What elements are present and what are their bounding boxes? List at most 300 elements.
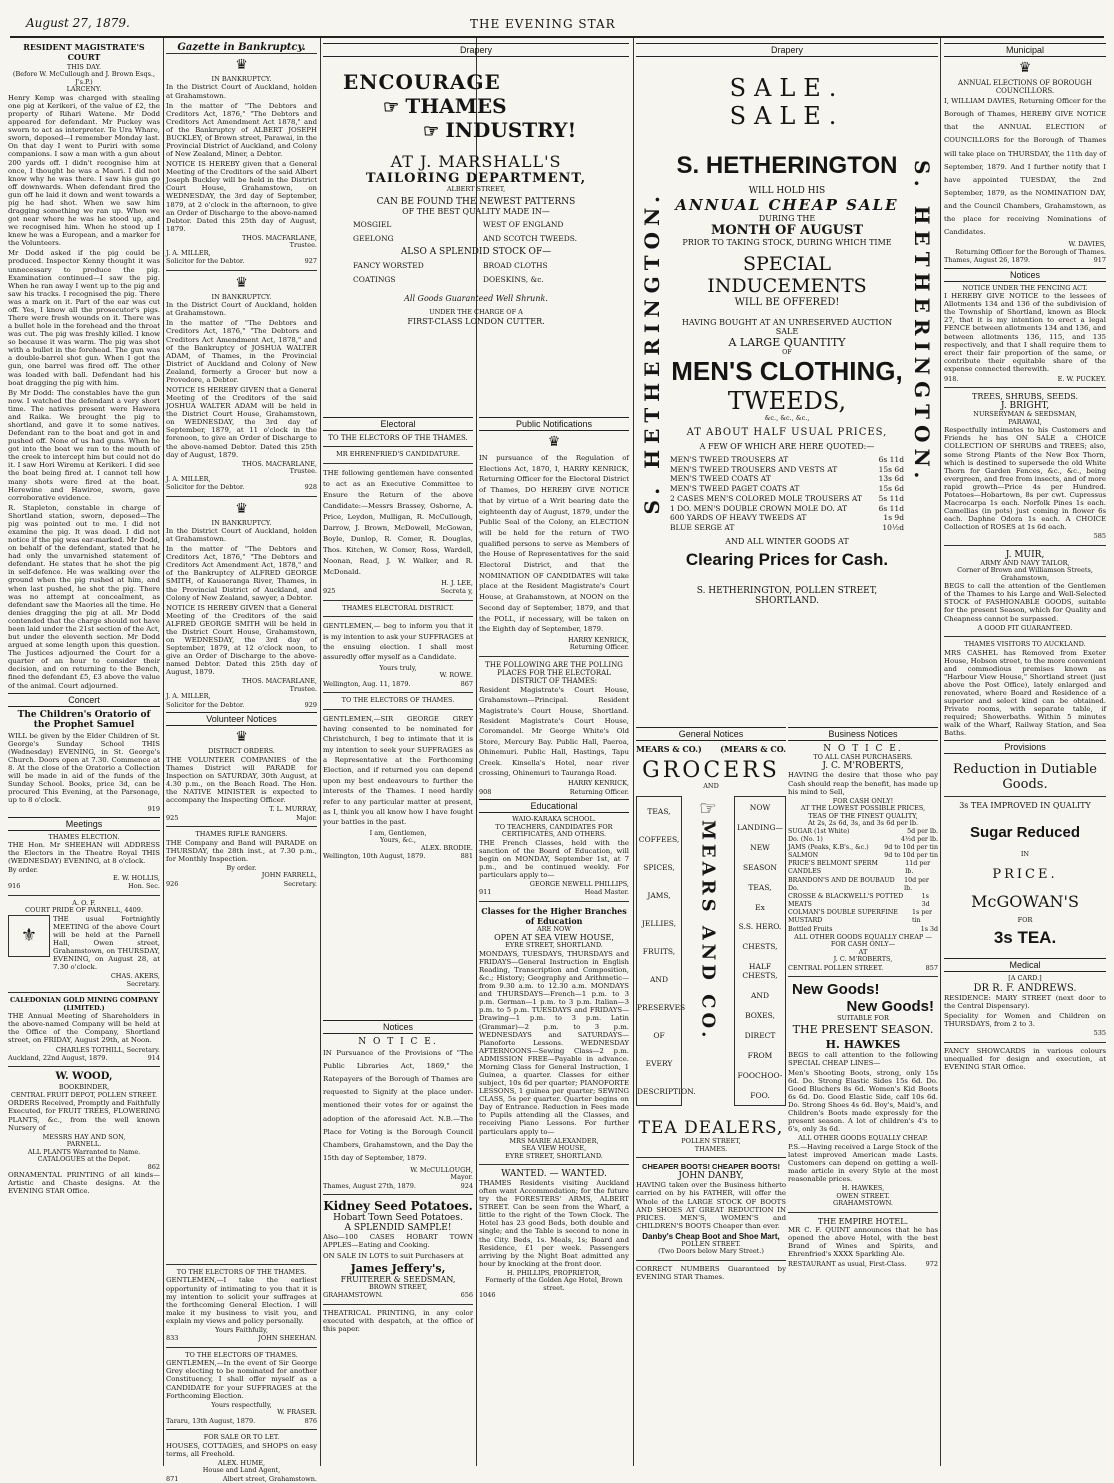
fabric-item: COATINGS	[353, 275, 396, 285]
tea-item: FROM	[747, 1050, 773, 1060]
on-sale: ON SALE IN LOTS to suit Purchasers at	[323, 1251, 464, 1260]
signatory: T. L. MURRAY,	[269, 805, 317, 814]
fencing-heading: NOTICE UNDER THE FENCING ACT.	[962, 283, 1088, 292]
prior: PRIOR TO TAKING STOCK, DURING WHICH TIME	[682, 238, 892, 247]
ad-number: 972	[925, 1259, 938, 1268]
column-public	[479, 414, 629, 1466]
price-row	[788, 836, 938, 844]
solicitor-label: Solicitor for the Debtor.	[166, 257, 245, 266]
month-heading: MONTH OF AUGUST	[710, 223, 864, 238]
muir-trade: ARMY AND NAVY TAILOR,	[980, 558, 1070, 567]
price-row	[670, 513, 904, 523]
fabric-item: WEST OF ENGLAND	[476, 220, 599, 229]
price-row	[670, 484, 904, 494]
in: IN	[1020, 850, 1030, 859]
bankruptcy-matter: In the matter of "The Debtors and Creditors Act, 1876," "The Debtors and Creditors Act Amendment Act, 1878," and of the Bankruptcy of ALFRED GEORGE SMITH, of Kauaeranga River, Thames, in the Provincial District of Auckland, and Colony of New Zealand, sawyer, a Debtor.	[166, 545, 317, 602]
ad-number: 585	[1093, 532, 1106, 541]
price-row	[670, 523, 904, 533]
card: [A CARD.]	[1008, 974, 1042, 983]
large-quantity: A LARGE QUANTITY	[728, 336, 846, 349]
offered: WILL BE OFFERED!	[734, 297, 840, 308]
marshall-name: AT J. MARSHALL'S	[390, 152, 562, 171]
court-report: R. Stapleton, constable in charge of Shortland station, sworn, deposed—The pig was pointed out to me. I did not examine the pig. It was dead. I did not notice if the pig was ear-marked. Mr Dodd, on behalf of the defendant, stated that he had only the unvarnished statement of defendant. He states that he shot the pig in self-defence. He was walking over the ground when the pig rushed at him, and when last pushed, he shot the pig. There was no attempt at concealment, as defendant saw the Maories all the time. He denies dragging the pig at all. Mr Dodd contended that the charge should not have been laid under the 21st section of the Act, but under the eleventh section. Mr Dodd argued at some length upon this question. The Justices adjourned the Court for a quarter of an hour to consider their decision, and on returning to the Bench, fined the defendant £5, £3 above the value of the animal. Court adjourned.	[8, 503, 160, 690]
fabric-item: DOESKINS, &c.	[476, 275, 599, 284]
fabric-item: AND SCOTCH TWEEDS.	[476, 234, 599, 243]
signatory: ALEX. HUME,	[217, 1458, 266, 1467]
ad-number: 833	[166, 1334, 179, 1343]
signatory: W. ROWE.	[439, 671, 473, 680]
open-at: OPEN AT SEA VIEW HOUSE,	[494, 933, 614, 943]
formerly: Formerly of the Golden Age Hotel, Brown street.	[485, 1276, 623, 1292]
signatory: GEORGE NEWELL PHILLIPS,	[529, 879, 629, 888]
will-hold: WILL HOLD HIS	[748, 186, 826, 196]
tea-item: CHESTS,	[742, 942, 778, 952]
item-name: PRICE'S BELMONT SPERM CANDLES	[788, 860, 878, 876]
ad-number: 871	[166, 1474, 179, 1483]
signatory: ALEX. BRODIE.	[420, 843, 473, 852]
item-price: 1s 3d	[921, 892, 930, 909]
tea-item: DIRECT	[744, 1031, 776, 1041]
price-row	[788, 852, 938, 860]
encourage-heading: ENCOURAGE	[343, 70, 501, 94]
tea-item: SEASON	[743, 862, 777, 872]
cash-purchasers: TO ALL CASH PURCHASERS.	[813, 753, 913, 761]
fabric-item: MOSGIEL	[353, 220, 392, 230]
goods-item: SPICES,	[643, 862, 675, 872]
hawkes-street: OWEN STREET.	[836, 1191, 890, 1200]
side-name-left: S. HETHERINGTON.	[640, 190, 664, 515]
sugar-reduced: Sugar Reduced	[969, 824, 1081, 842]
signatory: HARRY KENRICK,	[568, 635, 629, 644]
candidature-heading: MR EHRENFRIED'S CANDIDATURE.	[336, 450, 460, 459]
by-order: By order.	[8, 866, 39, 875]
residence: RESIDENCE: MARY STREET (next door to the Central Dispensary).	[944, 993, 1106, 1010]
ad-number: 911	[479, 888, 492, 897]
column-rule	[633, 38, 634, 1466]
fabric-item: FANCY WORSTED	[353, 261, 424, 271]
bright-name: J. BRIGHT,	[1000, 401, 1050, 412]
signatory: H. J. LEE,	[441, 578, 473, 587]
notice-date: Auckland, 22nd August, 1879.	[8, 1053, 108, 1062]
rowe-notice: GENTLEMEN,— beg to inform you that it is my intention to ask your SUFFRAGES at the ensuing election. I shall most assuredly offer myself as a Candidate.	[323, 622, 473, 662]
tea-item: Ex	[755, 902, 765, 912]
ad-number: 925	[323, 587, 336, 596]
rifle-notice: THE Company and Band will PARADE on THURSDAY, the 28th inst., at 7.30 p.m., for Monthly Inspection.	[166, 838, 317, 863]
signatory: JOHN FARRELL,	[261, 871, 317, 880]
jeffery-town: GRAHAMSTOWN.	[323, 1291, 383, 1300]
rifle-heading: THAMES RIFLE RANGERS.	[195, 830, 288, 839]
hawkes-intro: BEGS to call attention to the following SPECIAL CHEAP LINES—	[788, 1050, 938, 1067]
item-name: MEN'S TWEED TROUSERS AND VESTS AT	[670, 464, 838, 474]
reduction-heading: Reduction in Dutiable Goods.	[953, 762, 1097, 793]
trustee-name: THOS. MACFARLANE,	[241, 233, 317, 242]
returning-label: Returning Officer.	[569, 643, 629, 652]
can-be-found: CAN BE FOUND THE NEWEST PATTERNS	[376, 197, 576, 208]
caledonian-heading: CALEDONIAN GOLD MINING COMPANY (LIMITED.)	[10, 996, 158, 1012]
clearing-prices: Clearing Prices for Cash.	[685, 549, 889, 569]
item-price: 1s per tin	[912, 909, 933, 925]
ad-number: 656	[460, 1291, 473, 1300]
goods-list	[636, 796, 696, 1106]
winter-goods: AND ALL WINTER GOODS AT	[725, 536, 849, 546]
restaurant: RESTAURANT as usual, First-Class.	[788, 1259, 907, 1268]
court-report: By Mr Dodd: The constables have the gun now. I watched the defendant a very short time. The natives present were Hawera and Raika. We brought the pig to shortland, and gave it to some natives. Defendant ran to the boat and got in and pushed off. None of us had guns. When he got into the boat we ran to the mouth of the creek to intercept him but could not do it. I saw Hori Wiremu at Kerikeri. I did see the boat being fired at. I cannot tell how many shots were fired at the boat. Herewine and Hawiroe, sworn, gave corroborative evidence.	[8, 388, 160, 502]
polling-list: Resident Magistrate's Court House, Grahamstown—Principal. Resident Magistrate's Court House, Shortland. Resident Magistrate's Court House, Coromandel. Mr George White's Old Store, Mercury Bay. Public Hall, Paeroa, Ohinemuri. Public Hall, Hastings, Tapu Creek. Kinsella's Hotel, near river crossing, Ohinemuri to Tauranga Road.	[479, 686, 629, 777]
hawkes-list: Men's Shooting Boots, strong, only 15s 6d. Do. Strong Elastic Sides 15s 6d. Do. Good Bluchers 8s 6d. Women's Kid Boots 6s 6d. Do. Good Elastic Side, calf 10s 6d. Do. Strong Shoes 4s 6d. Boy's, Maid's, and Children's Boots made expressly for the present season. A lot of children's 4's to 6's, only 3s 6d.	[788, 1068, 938, 1134]
signatory: CHARLES TOTHILL, Secretary.	[55, 1045, 160, 1054]
notice-date: Thames, August 27th, 1879.	[323, 1181, 416, 1190]
classes-body: MONDAYS, TUESDAYS, THURSDAYS and FRIDAYS—General Instruction in English Reading, Transcription and Composition, &c.; History; Geography and Arithmetic—from 9.30 a.m. to 12.30 a.m. MONDAYS and THURSDAYS—French—1 p.m. to 3 p.m. German—1 p.m. to 3 p.m. Italian—3 p.m. to 5 p.m. TUESDAYS and FRIDAYS—Drawing—1 p.m. to 3 p.m. Latin (Grammar)—2 p.m. to 3 p.m. WEDNESDAYS and SATURDAYS—Pianoforte Lessons. WEDNESDAY AFTERNOONS—Sewing Class—2 p.m. ADMISSION FREE—Payable in advance. Morning Class for General Instruction, 1 Guinea, a quarter. Classes for either subject, 10s 6d per quarter; PIANOFORTE LESSONS, 1 guinea per quarter; SEWING CLASS, 5s per quarter. Quarter begins on Day of Entrance. Reduction in Fees made to Pupils attending all the Classes, and receiving Piano Lessons. For further particulars apply to—	[479, 949, 629, 1136]
price: PRICE.	[992, 866, 1058, 882]
item-name: SUGAR (1st White)	[788, 827, 850, 835]
item-price: 5d per lb.	[907, 827, 938, 835]
district-orders: DISTRICT ORDERS.	[208, 747, 275, 756]
cashel-notice: MRS CASHEL has Removed from Exeter House, Hobson street, to the more convenient and commodious premises known as "Harbour View House," Shortland street (just above the Post Office), lately enlarged and renovated, where Board and Residence of a superior and select kind can be obtained. Private rooms, with separate table, if required; Showerbaths. Within 5 minutes walk of the Wharf, Railway Station, and Sea Baths.	[944, 648, 1106, 738]
good-fit: A GOOD FIT GUARANTEED.	[977, 623, 1073, 632]
item-price: 1s 3d	[920, 925, 938, 933]
item-name: BLUE SERGE AT	[670, 523, 735, 533]
sheehan-notice: THE Hon. Mr SHEEHAN will ADDRESS the Electors in the Theatre Royal THIS (WEDNESDAY) EVENING, at 8 o'clock.	[8, 841, 160, 866]
french-notice: THE French Classes, held with the sanction of the Board of Education, will begin on MONDAY, September 1st, at 7 p.m., and be continued weekly. For particulars apply to—	[479, 838, 629, 879]
item-price: 9d to 10d per tin	[884, 843, 938, 851]
fabric-item: BROAD CLOTHS	[476, 261, 599, 270]
item-name: Do. (No. 1)	[788, 835, 823, 843]
danby-name: JOHN DANBY,	[678, 1171, 744, 1182]
court-title: RESIDENT MAGISTRATE'S COURT	[23, 42, 145, 62]
kidney-heading: Kidney Seed Potatoes.	[323, 1199, 473, 1214]
classes-address: EYRE STREET, SHORTLAND.	[505, 941, 603, 950]
column-notices-left	[323, 1017, 473, 1453]
speciality: Speciality for Women and Children on THURSDAYS, from 2 to 3.	[944, 1011, 1106, 1029]
election-writ: IN pursuance of the Regulation of Elections Act, 1870, I, HARRY KENRICK, Returning Officer for the Electoral District of Thames, DO HEREBY GIVE NOTICE that by virtue of a Writ bearing date the eighteenth day of August, 1879, under the Public Seal of the Colony, an ELECTION will be held for the return of TWO qualified persons to serve as Members of the House of Representatives for the said Electoral District, and that the NOMINATION OF CANDIDATES will take place at the Resident Magistrate's Court House, at Grahamstown, at NOON on the Second day of September, 1879, and that the POLL, if necessary, will be taken on the Eighth day of September, 1879.	[479, 454, 629, 634]
ad-number: 928	[304, 483, 317, 492]
etc: &c., &c., &c.,	[764, 414, 810, 423]
sheehan-letter: GENTLEMEN,—I take the earliest opportunity of intimating to you that it is my intention to solicit your suffrages at the forthcoming General Election. I will make it my business to visit you, and explain my views and policy personally.	[166, 1276, 317, 1325]
royal-crest-icon: ♛	[1018, 60, 1032, 76]
ad-number: 908	[479, 787, 492, 796]
section-provisions: Provisions	[944, 740, 1106, 754]
column-rule	[940, 38, 941, 1466]
section-business: Business Notices	[788, 727, 938, 741]
jeffery-street: BROWN STREET,	[368, 1282, 428, 1291]
item-name: 600 YARDS OF HEAVY TWEEDS AT	[670, 513, 807, 523]
volunteer-notice: THE VOLUNTEER COMPANIES of the Thames District will PARADE for Inspection on SATURDAY, 30th August, at 4.30 p.m., on the Beach Road. The Hon. the NATIVE MINISTER is expected to accompany the Inspecting Officer.	[166, 755, 317, 805]
oratorio-title: The Children's Oratorio of the Prophet Samuel	[17, 709, 151, 730]
bankruptcy-notice: NOTICE IS HEREBY GIVEN that a General Meeting of the Creditors of the said JOSHUA WALTER ADAM will be held in the District Court House, Grahamstown, on WEDNESDAY, the 3rd day of September, 1879, at 11 o'clock in the forenoon, to give an Order of Discharge to the above-named Debtor. Dated this 25th day of August, 1879.	[166, 385, 317, 459]
item-price: 15s 6d	[878, 464, 904, 474]
ad-number: 917	[1093, 256, 1106, 265]
best-quality: OF THE BEST QUALITY MADE IN—	[402, 207, 550, 217]
court-before: (Before W. McCullough and J. Brown Esqs., J's.P.)	[12, 70, 156, 86]
bankruptcy-notice: NOTICE IS HEREBY GIVEN that a General Meeting of the Creditors of the said ALFRED GEORGE SMITH will be held in the District Court House, Grahamstown, on WEDNESDAY, the 3rd day of September, 1879, at 12 o'clock noon, to give an Order of Discharge to the above-named Debtor. Dated this 25th day of August, 1879.	[166, 603, 317, 677]
signatory: CHAS. AKERS,	[110, 972, 160, 981]
fencing-notice: I HEREBY GIVE NOTICE to the lessees of Allotments 134 and 136 of the subdivision of the Township of Shortland, known as Block 27, that it is my intention to erect a legal FENCE between allotments 134 and 136, and between allotments 136, 115, and 135 respectively, and that I shall require them to erect their fair proportion of the same, or contribute their equitable share of the expense connected therewith.	[944, 292, 1106, 373]
tea-item: S.S. HERO.	[738, 922, 782, 932]
head-label: Head Master.	[584, 888, 629, 897]
danby-street: POLLEN STREET.	[681, 1239, 741, 1248]
nursery-place: PARNELL.	[66, 1140, 102, 1149]
column-business	[788, 724, 938, 1466]
wood-heading: W. WOOD,	[55, 1071, 113, 1083]
column-electoral	[323, 414, 473, 1019]
court-name: In the District Court of Auckland, holden at Grahamstown.	[166, 301, 317, 318]
mears-street: POLLEN STREET,	[681, 1137, 741, 1146]
at: AT	[858, 947, 868, 956]
school-heading: WAIO-KARAKA SCHOOL.	[512, 815, 596, 824]
classes-house: SEA VIEW HOUSE,	[521, 1144, 587, 1153]
section-general: General Notices	[636, 727, 786, 741]
ad-number: 876	[304, 1416, 317, 1425]
signatory: E. W. HOLLIS,	[112, 873, 160, 882]
to-electors: TO THE ELECTORS OF THAMES.	[185, 1350, 298, 1359]
signatory: W. McCULLOUGH,	[410, 1165, 473, 1174]
ad-number: 916	[8, 882, 21, 891]
price-list	[788, 828, 938, 934]
pointing-hand-icon: ☞	[383, 97, 406, 118]
section-notices: Notices	[944, 268, 1106, 282]
libraries-notice: IN Pursuance of the Provisions of "The Public Libraries Act, 1869," the Ratepayers of the Borough of Thames are requested to Signify at the place under-mentioned their votes for or against the adoption of the aforesaid Act. N.B.—The Place for Voting is the Borough Council Chambers, Grahamstown, and the Day the 15th day of September, 1879.	[323, 1049, 473, 1162]
marshall-advert	[323, 40, 629, 412]
trees-heading: TREES, SHRUBS, SEEDS.	[971, 392, 1078, 402]
splendid-sample: A SPLENDID SAMPLE!	[344, 1223, 452, 1234]
grey-notice: GENTLEMEN,—SIR GEORGE GREY having consented to be nominated for Christchurch, I beg to intimate that it is my intention to seek your SUFFRAGES as a Representative at the Forthcoming Election, and if returned you can depend upon my best endeavours to further the interests of the Thames. I need hardly refer to any particular matter at present, as I, think you all know how I have fought your battles in the past.	[323, 714, 473, 827]
section-meetings: Meetings	[8, 817, 160, 831]
signatory: W. DAVIES,	[1068, 240, 1106, 249]
trustee-name: THOS. MACFARLANE,	[241, 459, 317, 468]
price-row	[670, 504, 904, 514]
royal-crest-icon: ♛	[235, 274, 248, 291]
item-price: 15s 6d	[878, 484, 904, 494]
aof-notice: THE usual Fortnightly MEETING of the above Court will be held at the Parnell Hall, Owen street, Grahamstown, on THURSDAY, EVENING, on August 28, at 7.30 o'clock.	[53, 914, 160, 972]
price-row	[788, 860, 938, 876]
tea-item: NOW	[749, 802, 771, 812]
caledonian-notice: THE Annual Meeting of Shareholders in the above-named Company will be held at the Office of the Company, Shortland street, on FRIDAY, August 29th, at Noon.	[8, 1012, 160, 1045]
item-name: MEN'S TWEED COATS AT	[670, 474, 771, 484]
muir-name: J. MUIR,	[1005, 549, 1045, 560]
danby-mart: Danby's Cheap Boot and Shoe Mart,	[642, 1231, 780, 1241]
ad-number: 926	[166, 879, 179, 888]
column-rule	[163, 38, 164, 1466]
ad-number: 1046	[479, 1291, 496, 1300]
item-price: 4½d per lb.	[901, 835, 938, 843]
classes-address: EYRE STREET, SHORTLAND.	[505, 1151, 603, 1160]
royal-crest-icon: ♛	[547, 434, 561, 450]
wanted-body: THAMES Residents visiting Auckland often want Accommodation; for the future try the FORESTERS' ARMS, ALBERT STREET. Can be seen from the Wharf, a little to the right of the Town Clock. The Hotel has 23 good Beds, both double and single; and the Table is second to none in the City. Beds, 1s. Meals, 1s; Board and Residence, £1 per week. Passengers arriving by the Night Boat admitted any hour by knocking at the front door.	[479, 1179, 629, 1268]
ad-number: 867	[460, 679, 473, 688]
cheaper-boots: CHEAPER BOOTS! CHEAPER BOOTS!	[642, 1162, 780, 1172]
grocers-heading: GROCERS	[642, 758, 780, 783]
section-electoral: Electoral	[323, 417, 473, 431]
court-report: Henry Kemp was charged with stealing one pig at Kerikeri, of the value of £2, the property of Rihari Watene. Mr Dodd appeared for defendant. Mr Puckey was sworn to act as interpreter. Te Ura Whare, sworn, deposed—I remember Monday last. On that day I went to Puriri with some companions. I saw a man with a gun about 200 yards off. I didn't recognise him at once, I thought he was a Maori. I did not know why he was there. I saw his gun go off downwards. When defendant fired the gun off he laid it down and went towards a pig he had shot. When we saw him dragging something we ran up. When we got near where he was he stood up, and we recognised him. When he stood up I knew he was a European, and a marker for the Volunteers.	[8, 93, 160, 248]
item-price: 9d to 10d per tin	[884, 852, 938, 860]
signatory: W. FRASER.	[277, 1408, 317, 1417]
industry-heading: INDUSTRY!	[445, 118, 577, 142]
notice-date: Thames, August 26, 1879.	[944, 256, 1031, 265]
section-concert: Concert	[8, 693, 160, 707]
danby-directions: (Two Doors below Mary Street.)	[658, 1247, 764, 1256]
empire-notice: MR C. F. QUINT announces that he has opened the above Hotel, with the best Brand of Wines and Spirits, and Ehrenfried's XXXX Sparkling Ale.	[788, 1225, 938, 1258]
goods-item: DESCRIPTION.	[637, 1086, 696, 1096]
column-electoral-continued	[166, 1260, 317, 1483]
column-general	[636, 724, 786, 1466]
mayor-label: Mayor.	[450, 1173, 473, 1182]
solicitor-label: Solicitor for the Debtor.	[166, 700, 245, 709]
hon-sec: Hon. Sec.	[128, 882, 160, 891]
section-drapery: Drapery	[323, 43, 629, 57]
tea-item: TEAS,	[748, 882, 772, 892]
ad-number: 918.	[944, 374, 959, 383]
item-price: 10½d	[882, 523, 904, 533]
annual-sale: ANNUAL CHEAP SALE	[675, 196, 899, 214]
ad-number: 914	[147, 1053, 160, 1062]
mears-town: THAMES.	[694, 1144, 728, 1153]
tea-item: HALF CHESTS,	[742, 962, 778, 981]
oratorio-body: WILL be given by the Elder Children of St. George's Sunday School THIS (Wednesday) EVENING, in St. George's Church. Doors open at 7.30. Commence at 8. At the close of the Oratorio a Collection will be made in aid of the funds of the Sunday School. Books, price 3d, can be procured This Evening, at the Parsonage, up to 8 o'clock.	[8, 731, 160, 805]
item-price: 11d per lb.	[905, 860, 931, 876]
andrews-name: DR R. F. ANDREWS.	[973, 982, 1077, 994]
closing: Yours Faithfully,	[215, 1325, 268, 1334]
notice-heading: N O T I C E.	[358, 1037, 438, 1047]
tea-item: LANDING—	[737, 822, 783, 832]
solicitor-name: J. A. MILLER,	[166, 692, 211, 701]
few-quoted: A FEW OF WHICH ARE HERE QUOTED:—	[699, 441, 875, 451]
item-name: BRANDON'S AND DE BOUBAUD Do.	[788, 876, 895, 892]
catalogues: CATALOGUES at the Depot.	[37, 1155, 131, 1164]
showcards-ad: FANCY SHOWCARDS in various colours unequalled for design and execution, at EVENING STAR Office.	[944, 1046, 1106, 1071]
solicitor-label: Solicitor for the Debtor.	[166, 483, 245, 492]
mroberts-name: J. C. M'ROBERTS,	[833, 955, 893, 964]
court-name: In the District Court of Auckland, holden at Grahamstown.	[166, 526, 317, 544]
notice-date: Wellington, Aug. 11, 1879.	[323, 679, 411, 688]
mens-clothing: MEN'S CLOTHING,	[671, 356, 903, 387]
column-rule	[320, 38, 321, 1466]
sale-heading: SALE. SALE.	[729, 74, 845, 130]
mroberts-address: CENTRAL POLLEN STREET.	[788, 963, 884, 972]
fabric-item: GEELONG	[353, 234, 394, 244]
ad-number: 535	[1093, 1029, 1106, 1038]
pointing-hand-icon: ☞	[699, 796, 717, 821]
signatory: H. PHILLIPS, PROPRIETOR,	[506, 1268, 602, 1277]
tea-item: AND	[751, 991, 769, 1001]
fruiterer: FRUITERER & SEEDSMAN,	[340, 1274, 456, 1284]
tea-item: FOO.	[750, 1090, 770, 1100]
cash-only: FOR CASH ONLY!	[832, 796, 894, 805]
signatory: E. W. PUCKEY.	[1057, 374, 1106, 383]
closing: Yours respectfully,	[211, 1400, 272, 1409]
hawkes-ps: P.S.—Having received a Large Stock of the latest improved American made Lasts. Customers can depend on getting a well-made article in every Style at the most reasonable prices.	[788, 1142, 938, 1184]
committee-notice: THE following gentlemen have consented to act as an Executive Committee to Ensure the Return of the above Candidate:—Messrs Brassey, Osborne, A. Price, Leydon, Mulligan, R. McCullough, Darrow, J. Brown, McDowell, McGowan, Boyle, Dunlop, R. Comer, R. Douglas, Thos. Kitchen, W. Comer, Ross, Wardell, Noonan, Read, J. W. Walker, and R. McDonald.	[323, 468, 473, 576]
also-splendid: ALSO A SPLENDID STOCK OF—	[400, 247, 552, 258]
notice-date: Wellington, 10th August, 1879.	[323, 852, 426, 860]
aof-heading: A. O. F.	[72, 898, 96, 907]
price-row	[670, 455, 904, 465]
mroberts-notice: HAVING the desire that those who pay Cash should reap the benefit, has made up his mind to Sell,	[788, 771, 938, 796]
are-now: ARE NOW	[536, 924, 572, 933]
to-electors: TO THE ELECTORS OF THAMES.	[341, 696, 455, 705]
all-other: ALL OTHER GOODS EQUALLY CHEAP.	[798, 1134, 928, 1143]
goods-item: FRUITS,	[642, 946, 676, 956]
goods-item: OF	[653, 1030, 665, 1040]
annual-elections: ANNUAL ELECTIONS OF BOROUGH COUNCILLORS.	[958, 79, 1092, 96]
ad-number: 857	[925, 963, 938, 972]
section-drapery: Drapery	[636, 43, 938, 57]
goods-item: TEAS,	[647, 806, 671, 816]
foresters-emblem-icon: ⚜	[8, 915, 50, 957]
court-day: THIS DAY.	[66, 63, 102, 71]
returning-label: Returning Officer.	[569, 787, 629, 796]
wood-trade: BOOKBINDER,	[58, 1083, 110, 1092]
mears-right: (MEARS & CO.	[720, 744, 786, 754]
hawkes-town: GRAHAMSTOWN.	[833, 1199, 893, 1208]
mcgowan-name: McGOWAN'S	[971, 891, 1079, 911]
price-row	[788, 909, 938, 925]
bankruptcy-matter: In the matter of "The Debtors and Creditors Act, 1876," "The Debtors and Creditors Act Amendment Act 1878," and of the Bankruptcy of ALBERT JOSEPH BUCKLEY, of Brown street, Parawai, in the Provincial District of Auckland, and Colony of New Zealand, Miner, a Debtor.	[166, 101, 317, 159]
printing-ad: THEATRICAL PRINTING, in any color executed with despatch, at the office of this paper.	[323, 1308, 473, 1333]
to-electors: TO THE ELECTORS OF THE THAMES.	[328, 434, 468, 442]
closing: I am, Gentlemen,	[369, 828, 427, 837]
trustee-label: Trustee.	[289, 241, 317, 250]
trustee-name: THOS. MACFARLANE,	[241, 677, 317, 686]
column-municipal	[944, 40, 1106, 1466]
returning-label: Returning Officer for the Borough of Thames.	[955, 247, 1106, 256]
column-bankruptcy	[166, 40, 317, 1258]
nursery-name: MESSRS HAY AND SON,	[42, 1132, 126, 1141]
hawkes-name: H. HAWKES,	[841, 1184, 885, 1193]
date-header: August 27, 1879.	[26, 16, 130, 30]
mroberts-name: J. C. M'ROBERTS,	[822, 761, 904, 772]
section-public: Public Notifications	[479, 417, 629, 431]
for-sale-heading: FOR SALE OR TO LET.	[203, 1433, 280, 1442]
signatory: JOHN SHEEHAN.	[258, 1334, 317, 1343]
under-charge: UNDER THE CHARGE OF A	[429, 308, 523, 317]
secretary-label: Secreta y,	[440, 587, 473, 596]
correct-numbers: CORRECT NUMBERS Guaranteed by EVENING STAR Thames.	[636, 1264, 786, 1281]
trustee-label: Trustee.	[289, 467, 317, 476]
orders-body: ORDERS Received, Promptly and Faithfully Executed, for FRUIT TREES, FLOWERING PLANTS, &c., from the well known Nursery of	[8, 1099, 161, 1132]
signatory: HARRY KENRICK,	[568, 779, 629, 788]
royal-crest-icon: ♛	[235, 57, 248, 73]
hobart-heading: Hobart Town Seed Potatoes.	[333, 1213, 463, 1224]
price-row	[670, 474, 904, 484]
bright-place: PARAWAI,	[1008, 417, 1042, 426]
wood-address: CENTRAL FRUIT DEPOT, POLLEN STREET.	[10, 1090, 158, 1099]
royal-crest-icon: ♛	[235, 500, 248, 517]
lowest-prices: AT THE LOWEST POSSIBLE PRICES,	[800, 804, 926, 813]
price-row	[788, 828, 938, 836]
bankruptcy-heading: IN BANKRUPTCY.	[211, 292, 272, 301]
item-price: 13s 6d	[878, 474, 904, 484]
agent-address: Albert street, Grahamstown.	[222, 1474, 317, 1483]
having-bought: HAVING BOUGHT AT AN UNRESERVED AUCTION SALE	[681, 318, 893, 336]
new-goods: New Goods!	[792, 981, 880, 999]
polling-heading: THE FOLLOWING ARE THE POLLING PLACES FOR THE ELECTORAL DISTRICT OF THAMES:	[485, 660, 623, 685]
muir-address: Corner of Brown and Williamson Streets, Grahamstown,	[957, 566, 1093, 582]
ad-number: 927	[304, 257, 317, 266]
apples-notice: Also—100 CASES HOBART TOWN APPLES—Eating and Cooking.	[323, 1233, 473, 1250]
suitable: SUITABLE FOR	[837, 1014, 889, 1023]
special-inducements: SPECIAL INDUCEMENTS	[707, 253, 867, 297]
empire-heading: THE EMPIRE HOTEL.	[817, 1216, 909, 1226]
tea-improved: 3s TEA IMPROVED IN QUALITY	[959, 801, 1091, 811]
tea-list	[734, 796, 786, 1106]
visitors-heading: THAMES VISITORS TO AUCKLAND.	[964, 640, 1086, 649]
section-medical: Medical	[944, 958, 1106, 972]
hetherington-name: S. HETHERINGTON	[676, 152, 898, 179]
tailoring-heading: TAILORING DEPARTMENT,	[365, 171, 587, 186]
item-price: 1s 9d	[883, 513, 904, 523]
tea-3s: 3s TEA.	[993, 928, 1057, 948]
half-prices: AT ABOUT HALF USUAL PRICES,	[686, 426, 888, 438]
